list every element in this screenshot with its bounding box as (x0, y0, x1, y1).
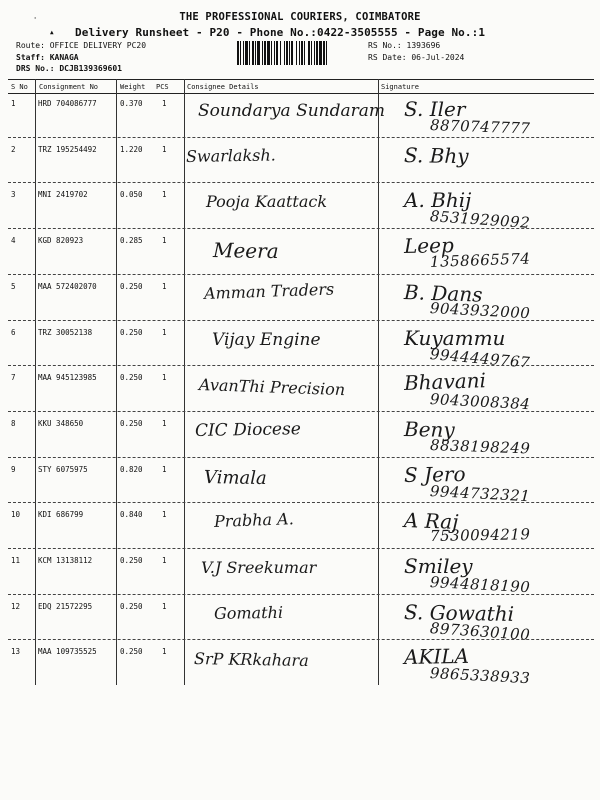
rs-number: RS No.: 1393696 (368, 41, 441, 50)
barcode-bar (299, 41, 300, 65)
row-sno: 3 (11, 190, 16, 200)
row-consignment-no: MAA 945123985 (38, 373, 97, 383)
row-phone-handwritten: 9944449767 (429, 344, 531, 372)
barcode-bar (267, 41, 270, 65)
barcode-bar (289, 41, 290, 65)
col-header-consignee: Consignee Details (187, 83, 259, 91)
row-sno: 12 (11, 601, 21, 611)
row-consignment-no: TRZ 30052138 (38, 327, 93, 337)
row-signature-handwritten: A Raj (403, 508, 459, 535)
row-sno: 2 (11, 144, 16, 154)
row-sno: 8 (11, 418, 16, 428)
barcode-bar (255, 41, 256, 65)
row-weight: 0.250 (120, 327, 143, 337)
barcode-bar (271, 41, 272, 65)
barcode-bar (311, 41, 312, 65)
row-pcs: 1 (162, 510, 167, 520)
row-pcs: 1 (162, 556, 167, 565)
row-weight: 0.370 (120, 99, 143, 108)
row-consignee-handwritten: Meera (212, 238, 279, 264)
row-consignment-no: EDQ 21572295 (38, 601, 93, 611)
row-consignee-handwritten: Vijay Engine (212, 329, 321, 350)
row-phone-handwritten: 1358665574 (429, 249, 531, 272)
row-consignee-handwritten: AvanThi Precision (198, 375, 346, 400)
row-phone-handwritten: 8838198249 (429, 435, 531, 458)
barcode-bar (245, 41, 248, 65)
row-consignment-no: KDI 686799 (38, 510, 84, 520)
row-pcs: 1 (162, 144, 167, 154)
row-weight: 0.250 (120, 281, 143, 291)
row-consignee-handwritten: CIC Diocese (194, 419, 301, 441)
col-header-weight: Weight (120, 83, 146, 91)
row-phone-handwritten: 9865338933 (429, 664, 531, 688)
col-header-sno: S No (11, 83, 28, 91)
row-phone-handwritten: 9043932000 (429, 298, 531, 323)
row-weight: 0.250 (120, 556, 143, 565)
row-consignment-no: MNI 2419702 (38, 190, 88, 200)
staff-label: Staff: KANAGA (16, 53, 79, 62)
row-signature-handwritten: S. Gowathi (403, 599, 515, 626)
row-weight: 1.220 (120, 144, 143, 154)
row-phone-handwritten: 9043008384 (429, 390, 531, 414)
row-phone-handwritten: 7530094219 (429, 525, 531, 546)
row-separator (8, 228, 594, 229)
row-separator (8, 182, 594, 183)
row-sno: 7 (11, 373, 16, 383)
row-consignment-no: MAA 109735525 (38, 647, 97, 657)
row-separator (8, 365, 594, 366)
row-pcs: 1 (162, 647, 167, 657)
route-label: Route: OFFICE DELIVERY PC20 (16, 41, 147, 50)
rs-date: RS Date: 06-Jul-2024 (368, 53, 465, 62)
header-bottom-rule (8, 93, 594, 94)
drs-number: DRS No.: DCJB139369601 (16, 64, 122, 73)
barcode-bar (280, 41, 281, 65)
row-weight: 0.820 (120, 464, 143, 474)
dot-mark: ' (33, 16, 38, 24)
row-phone-handwritten: 8531929092 (429, 207, 531, 233)
barcode-bar (323, 41, 325, 65)
col-header-signature: Signature (381, 83, 419, 91)
row-consignee-handwritten: Swarlaksh. (185, 145, 276, 166)
row-pcs: 1 (162, 601, 167, 611)
row-signature-handwritten: S Jero (403, 461, 466, 487)
row-signature-handwritten: B. Dans (403, 279, 483, 307)
row-consignee-handwritten: Amman Traders (203, 279, 335, 303)
row-weight: 0.250 (120, 373, 143, 383)
row-sno: 13 (11, 647, 21, 657)
barcode-bar (284, 41, 285, 65)
barcode-bar (296, 41, 297, 65)
row-consignment-no: HRD 704086777 (38, 99, 97, 108)
row-consignee-handwritten: Prabha A. (213, 509, 295, 532)
runsheet-subtitle: Delivery Runsheet - P20 - Phone No.:0422-3505555 - Page No.:1 (75, 26, 486, 39)
row-sno: 9 (11, 464, 16, 474)
row-consignment-no: MAA 572402070 (38, 281, 97, 291)
row-pcs: 1 (162, 99, 167, 108)
company-title: THE PROFESSIONAL COURIERS, COIMBATORE (179, 11, 421, 23)
barcode-bar (286, 41, 288, 65)
row-consignee-handwritten: Vimala (203, 466, 267, 489)
barcode-image (237, 41, 361, 65)
row-signature-handwritten: Smiley (404, 554, 473, 578)
barcode-bar (264, 41, 266, 65)
row-separator (8, 411, 594, 412)
row-pcs: 1 (162, 190, 167, 200)
row-separator (8, 502, 594, 503)
row-consignment-no: STY 6075975 (38, 464, 88, 474)
row-signature-handwritten: Beny (403, 416, 455, 442)
row-pcs: 1 (162, 464, 167, 474)
row-phone-handwritten: 9944818190 (429, 573, 531, 597)
row-sno: 10 (11, 510, 21, 520)
barcode-bar (304, 41, 305, 65)
row-sno: 5 (11, 281, 16, 291)
row-weight: 0.250 (120, 647, 143, 657)
col-header-pcs: PCS (156, 83, 169, 91)
row-consignment-no: TRZ 195254492 (38, 144, 97, 154)
row-phone-handwritten: 8870747777 (429, 116, 531, 138)
row-separator (8, 594, 594, 595)
row-separator (8, 320, 594, 321)
row-weight: 0.840 (120, 510, 143, 520)
row-sno: 1 (11, 99, 16, 108)
row-consignment-no: KCM 13138112 (38, 556, 93, 565)
barcode-bar (237, 41, 239, 65)
row-pcs: 1 (162, 236, 167, 246)
row-signature-handwritten: A. Bhij (404, 188, 472, 213)
row-signature-handwritten: Kuyammu (404, 325, 506, 350)
row-separator (8, 457, 594, 458)
barcode-bar (326, 41, 327, 65)
row-consignee-handwritten: Pooja Kaattack (206, 192, 328, 212)
row-consignee-handwritten: SrP KRkahara (193, 649, 309, 671)
row-phone-handwritten: 9944732321 (429, 481, 531, 505)
row-weight: 0.050 (120, 190, 143, 200)
barcode-bar (301, 41, 303, 65)
row-phone-handwritten: 8973630100 (429, 618, 531, 644)
row-consignee-handwritten: V.J Sreekumar (201, 558, 317, 577)
row-pcs: 1 (162, 327, 167, 337)
barcode-bar (308, 41, 310, 65)
row-weight: 0.250 (120, 418, 143, 428)
row-signature-handwritten: AKILA (403, 644, 470, 670)
row-signature-handwritten: Leep (403, 233, 454, 259)
barcode-bar (274, 41, 275, 65)
row-pcs: 1 (162, 373, 167, 383)
barcode-bar (319, 41, 322, 65)
row-consignment-no: KGD 820923 (38, 236, 84, 246)
row-pcs: 1 (162, 281, 167, 291)
row-sno: 6 (11, 327, 16, 337)
barcode-bar (316, 41, 318, 65)
row-consignment-no: KKU 348650 (38, 418, 84, 428)
row-signature-handwritten: S. Bhy (403, 142, 469, 168)
row-separator (8, 639, 594, 640)
barcode-bar (249, 41, 250, 65)
row-sno: 4 (11, 236, 16, 246)
row-consignee-handwritten: Soundarya Sundaram (198, 101, 386, 121)
header-top-rule (8, 79, 594, 80)
row-signature-handwritten: Bhavani (403, 368, 487, 396)
triangle-icon: ▲ (50, 29, 54, 36)
barcode-bar (314, 41, 315, 65)
barcode-bar (257, 41, 260, 65)
barcode-bar (262, 41, 263, 65)
barcode-bar (252, 41, 254, 65)
barcode-bar (291, 41, 293, 65)
row-weight: 0.250 (120, 601, 143, 611)
row-weight: 0.285 (120, 236, 143, 246)
row-separator (8, 548, 594, 549)
row-separator (8, 274, 594, 275)
barcode-bar (276, 41, 278, 65)
row-sno: 11 (11, 556, 21, 565)
row-signature-handwritten: S. Iler (404, 97, 466, 121)
barcode-bar (243, 41, 244, 65)
barcode-bar (240, 41, 241, 65)
row-consignee-handwritten: Gomathi (213, 602, 284, 623)
col-header-consignment: Consignment No (39, 83, 99, 91)
row-separator (8, 137, 594, 138)
row-pcs: 1 (162, 418, 167, 428)
